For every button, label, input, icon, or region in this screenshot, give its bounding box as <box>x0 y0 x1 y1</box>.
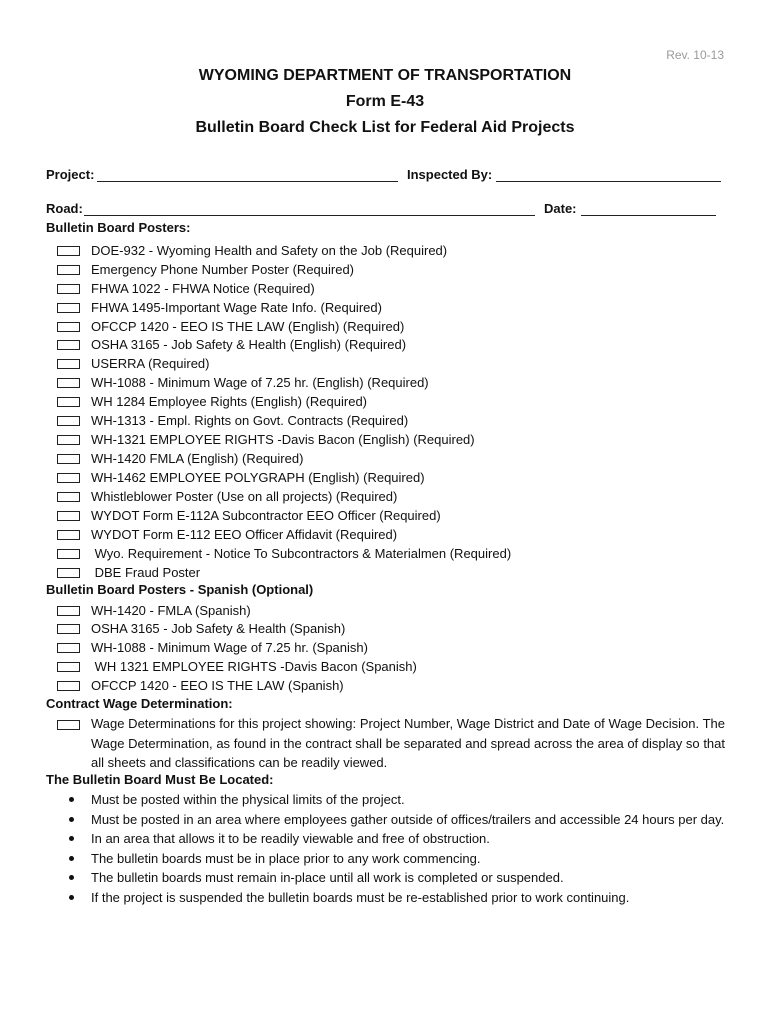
checkbox[interactable] <box>57 435 80 445</box>
checkbox[interactable] <box>57 530 80 540</box>
project-label: Project: <box>46 167 95 182</box>
checkbox[interactable] <box>57 473 80 483</box>
revision-label: Rev. 10-13 <box>666 48 724 62</box>
road-label: Road: <box>46 201 83 216</box>
checklist-item[interactable]: WH-1088 - Minimum Wage of 7.25 hr. (English) (Required) <box>57 373 429 392</box>
checklist-item[interactable]: FHWA 1022 - FHWA Notice (Required) <box>57 279 315 298</box>
checklist-item[interactable]: DOE-932 - Wyoming Health and Safety on the Job (Required) <box>57 241 447 260</box>
road-field[interactable] <box>84 215 535 216</box>
list-item: The bulletin boards must remain in-place until all work is completed or suspended. <box>66 868 726 888</box>
project-field[interactable] <box>97 181 398 182</box>
bullet-icon <box>69 817 74 822</box>
checklist-item[interactable]: OFCCP 1420 - EEO IS THE LAW (English) (Required) <box>57 317 404 336</box>
checklist-item[interactable]: Wyo. Requirement - Notice To Subcontractors & Materialmen (Required) <box>57 544 511 563</box>
bullet-icon <box>69 836 74 841</box>
checklist-item[interactable]: WH-1420 FMLA (English) (Required) <box>57 449 303 468</box>
checkbox[interactable] <box>57 624 80 634</box>
location-heading: The Bulletin Board Must Be Located: <box>46 772 274 787</box>
wage-determination-text: Wage Determinations for this project showing: Project Number, Wage District and Date of Wage Decision. The Wage Determination, as found in the contract shall be separated and spread across the area of display so that all sheets and classifications can be readily viewed. <box>91 716 725 770</box>
checkbox[interactable] <box>57 511 80 521</box>
checkbox[interactable] <box>57 720 80 730</box>
checklist-item[interactable]: WH-1313 - Empl. Rights on Govt. Contracts (Required) <box>57 411 408 430</box>
checklist-item[interactable]: OSHA 3165 - Job Safety & Health (English) (Required) <box>57 335 406 354</box>
list-item: If the project is suspended the bulletin boards must be re-established prior to work continuing. <box>66 888 726 908</box>
checklist-item[interactable]: Whistleblower Poster (Use on all projects) (Required) <box>57 487 397 506</box>
inspected-by-label: Inspected By: <box>407 167 493 182</box>
bullet-icon <box>69 856 74 861</box>
list-item: The bulletin boards must be in place prior to any work commencing. <box>66 849 726 869</box>
checkbox[interactable] <box>57 681 80 691</box>
checkbox[interactable] <box>57 549 80 559</box>
checklist-item[interactable]: FHWA 1495-Important Wage Rate Info. (Required) <box>57 298 382 317</box>
checklist-item[interactable]: OFCCP 1420 - EEO IS THE LAW (Spanish) <box>57 676 344 695</box>
department-title: WYOMING DEPARTMENT OF TRANSPORTATION <box>198 67 572 84</box>
checkbox[interactable] <box>57 606 80 616</box>
checkbox[interactable] <box>57 568 80 578</box>
checkbox[interactable] <box>57 340 80 350</box>
checkbox[interactable] <box>57 397 80 407</box>
checklist-item[interactable]: Emergency Phone Number Poster (Required) <box>57 260 354 279</box>
checklist-item[interactable]: DBE Fraud Poster <box>57 563 200 582</box>
checklist-item[interactable]: WH-1420 - FMLA (Spanish) <box>57 601 251 620</box>
checkbox[interactable] <box>57 378 80 388</box>
location-list <box>66 790 726 907</box>
bullet-icon <box>69 895 74 900</box>
bullet-icon <box>69 875 74 880</box>
list-item: In an area that allows it to be readily viewable and free of obstruction. <box>66 829 726 849</box>
checkbox[interactable] <box>57 492 80 502</box>
checklist-item[interactable]: WH 1321 EMPLOYEE RIGHTS -Davis Bacon (Spanish) <box>57 657 417 676</box>
checkbox[interactable] <box>57 265 80 275</box>
checkbox[interactable] <box>57 416 80 426</box>
checklist-item[interactable]: WH 1284 Employee Rights (English) (Required) <box>57 392 367 411</box>
list-item: Must be posted in an area where employees gather outside of offices/trailers and accessible 24 hours per day. <box>66 810 726 830</box>
posters-heading: Bulletin Board Posters: <box>46 220 191 235</box>
checklist-item[interactable]: WH-1462 EMPLOYEE POLYGRAPH (English) (Required) <box>57 468 425 487</box>
checkbox[interactable] <box>57 322 80 332</box>
checkbox[interactable] <box>57 359 80 369</box>
form-title: Bulletin Board Check List for Federal Aid Projects <box>195 119 575 136</box>
checklist-item[interactable]: WH-1321 EMPLOYEE RIGHTS -Davis Bacon (English) (Required) <box>57 430 475 449</box>
inspected-by-field[interactable] <box>496 181 721 182</box>
checklist-item[interactable]: WYDOT Form E-112 EEO Officer Affidavit (Required) <box>57 525 397 544</box>
wage-determination-heading: Contract Wage Determination: <box>46 696 233 711</box>
checkbox[interactable] <box>57 284 80 294</box>
checklist-item[interactable]: OSHA 3165 - Job Safety & Health (Spanish) <box>57 619 345 638</box>
date-field[interactable] <box>581 215 716 216</box>
date-label: Date: <box>544 201 577 216</box>
wage-determination-item[interactable] <box>57 714 725 773</box>
checklist-item[interactable]: USERRA (Required) <box>57 354 210 373</box>
checkbox[interactable] <box>57 454 80 464</box>
checkbox[interactable] <box>57 643 80 653</box>
spanish-posters-heading: Bulletin Board Posters - Spanish (Optional) <box>46 582 314 597</box>
form-number: Form E-43 <box>345 93 425 110</box>
checklist-item[interactable]: WYDOT Form E-112A Subcontractor EEO Officer (Required) <box>57 506 441 525</box>
checkbox[interactable] <box>57 246 80 256</box>
bullet-icon <box>69 797 74 802</box>
checkbox[interactable] <box>57 303 80 313</box>
list-item: Must be posted within the physical limits of the project. <box>66 790 726 810</box>
checklist-item[interactable]: WH-1088 - Minimum Wage of 7.25 hr. (Spanish) <box>57 638 368 657</box>
checkbox[interactable] <box>57 662 80 672</box>
